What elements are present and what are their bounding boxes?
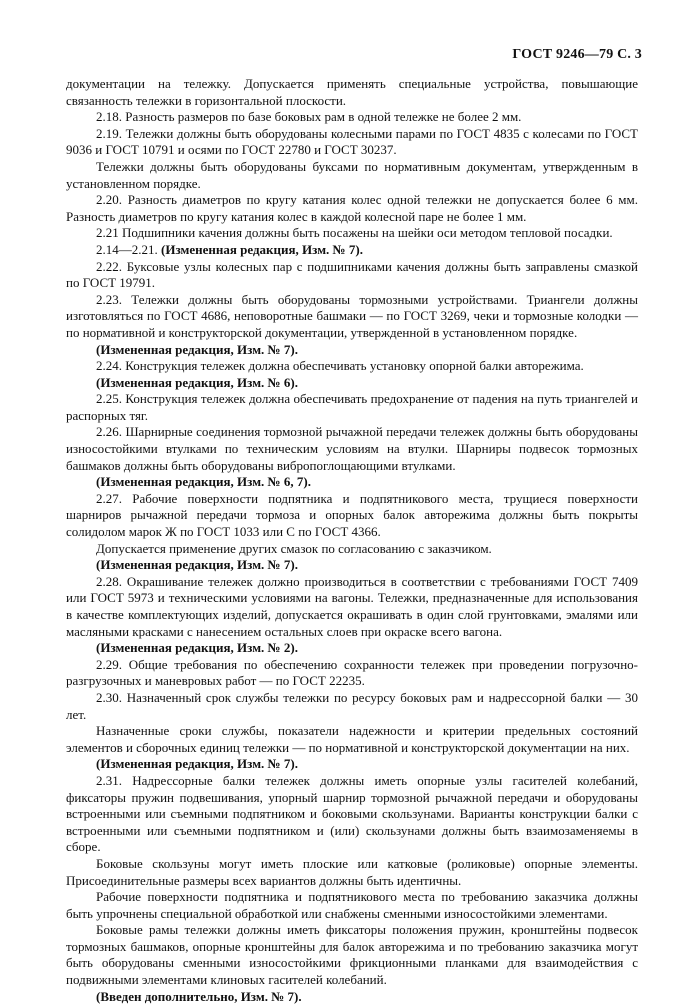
revision-note: (Измененная редакция, Изм. № 7). xyxy=(96,557,298,573)
page-header: ГОСТ 9246—79 С. 3 xyxy=(512,47,642,62)
paragraph: 2.18. Разность размеров по базе боковых рам в одной тележке не более 2 мм. xyxy=(96,109,522,125)
paragraph: Рабочие поверхности подпятника и подпятникового места по требованию заказчика должны быть упрочнены специальной обработкой или снабжены сменными износостойкими элементами. xyxy=(66,889,638,921)
paragraph: 2.29. Общие требования по обеспечению сохранности тележек при проведении погрузочно-разгрузочных и маневровых работ — по ГОСТ 22235. xyxy=(66,656,638,689)
revision-note: (Измененная редакция, Изм. № 6, 7). xyxy=(96,474,311,490)
paragraph: 2.22. Буксовые узлы колесных пар с подшипниками качения должны быть заправлены смазкой по ГОСТ 19791. xyxy=(66,258,638,291)
paragraph: 2.25. Конструкция тележек должна обеспечивать предохранение от падения на путь триангелей и распорных тяг. xyxy=(66,391,638,423)
paragraph: 2.23. Тележки должны быть оборудованы тормозными устройствами. Триангели должны изготовляться по ГОСТ 4686, неповоротные башмаки — по ГОСТ 3269, чеки и тормозные колодки — по нормативной и конструкторской документации, утвержденной в установленном порядке. xyxy=(66,291,638,340)
paragraph: 2.31. Надрессорные балки тележек должны иметь опорные узлы гасителей колебаний, фиксаторы пружин подвешивания, упорный шарнир тормозной рычажной передачи и оборудованы встроенными или съемными подпятником и боковыми скользунами. Варианты конструкции балки с встроенными или съемными подпятником и (или) скользунами должны быть взаимозаменяемы в сборе. xyxy=(66,772,638,855)
paragraph: Допускается применение других смазок по согласованию с заказчиком. xyxy=(96,540,492,556)
paragraph: 2.26. Шарнирные соединения тормозной рычажной передачи тележек должны быть оборудованы износостойкими втулками по техническим условиям на втулки. Шарниры подвесок тормозных башмаков должны быть оборудованы вибропоглощающими втулками. xyxy=(66,424,638,473)
paragraph: 2.19. Тележки должны быть оборудованы колесными парами по ГОСТ 4835 с колесами по ГОСТ 9036 и ГОСТ 10791 и осями по ГОСТ 22780 и ГОСТ 30237. xyxy=(66,125,638,158)
paragraph: 2.20. Разность диаметров по кругу катания колес одной тележки не допускается более 6 мм. Разность диаметров по кругу катания колес в каждой колесной паре не более 1 мм. xyxy=(66,192,638,224)
revision-note: (Введен дополнительно, Изм. № 7). xyxy=(96,988,302,1004)
paragraph: Боковые скользуны могут иметь плоские или катковые (роликовые) опорные элементы. Присоединительные размеры всех вариантов должны быть идентичны. xyxy=(66,855,638,888)
revision-note: (Измененная редакция, Изм. № 6). xyxy=(96,374,298,390)
paragraph: Боковые рамы тележки должны иметь фиксаторы положения пружин, кронштейны подвесок тормозных башмаков, опорные кронштейны для балок авторежима и по требованию заказчика могут быть оборудованы сменными износостойкими фрикционными планками для взаимодействия с подвижными элементами клиновых гасителей колебаний. xyxy=(66,922,638,988)
document-body xyxy=(66,76,638,1005)
revision-note: (Измененная редакция, Изм. № 7). xyxy=(96,341,298,357)
paragraph: 2.24. Конструкция тележек должна обеспечивать установку опорной балки авторежима. xyxy=(96,358,584,374)
revision-note: (Измененная редакция, Изм. № 2). xyxy=(96,640,298,656)
paragraph: 2.14—2.21. (Измененная редакция, Изм. № 7). xyxy=(96,241,363,257)
paragraph: документации на тележку. Допускается применять специальные устройства, повышающие связанность тележки в горизонтальной плоскости. xyxy=(66,76,638,108)
paragraph: Назначенные сроки службы, показатели надежности и критерии предельных состояний элементов и сборочных единиц тележки — по нормативной и конструкторской документации на них. xyxy=(66,723,638,755)
paragraph: 2.21 Подшипники качения должны быть посажены на шейки оси методом тепловой посадки. xyxy=(96,225,613,241)
paragraph: 2.30. Назначенный срок службы тележки по ресурсу боковых рам и надрессорной балки — 30 лет. xyxy=(66,689,638,722)
paragraph: 2.28. Окрашивание тележек должно производиться в соответствии с требованиями ГОСТ 7409 или ГОСТ 5973 и техническими условиями на вагоны. Тележки, предназначенные для использования в качестве комплектующих изделий, допускается окрашивать в один слой грунтовками, эмалями или масляными красками с нанесением остальных слоев при окраске всего вагона. xyxy=(66,573,638,639)
paragraph: 2.27. Рабочие поверхности подпятника и подпятникового места, трущиеся поверхности шарниров рычажной передачи тормоза и опорных балок авторежима должны быть покрыты солидолом марок Ж по ГОСТ 1033 или С по ГОСТ 4366. xyxy=(66,490,638,540)
paragraph: Тележки должны быть оборудованы буксами по нормативным документам, утвержденным в установленном порядке. xyxy=(66,158,638,191)
revision-note: (Измененная редакция, Изм. № 7). xyxy=(96,756,298,772)
